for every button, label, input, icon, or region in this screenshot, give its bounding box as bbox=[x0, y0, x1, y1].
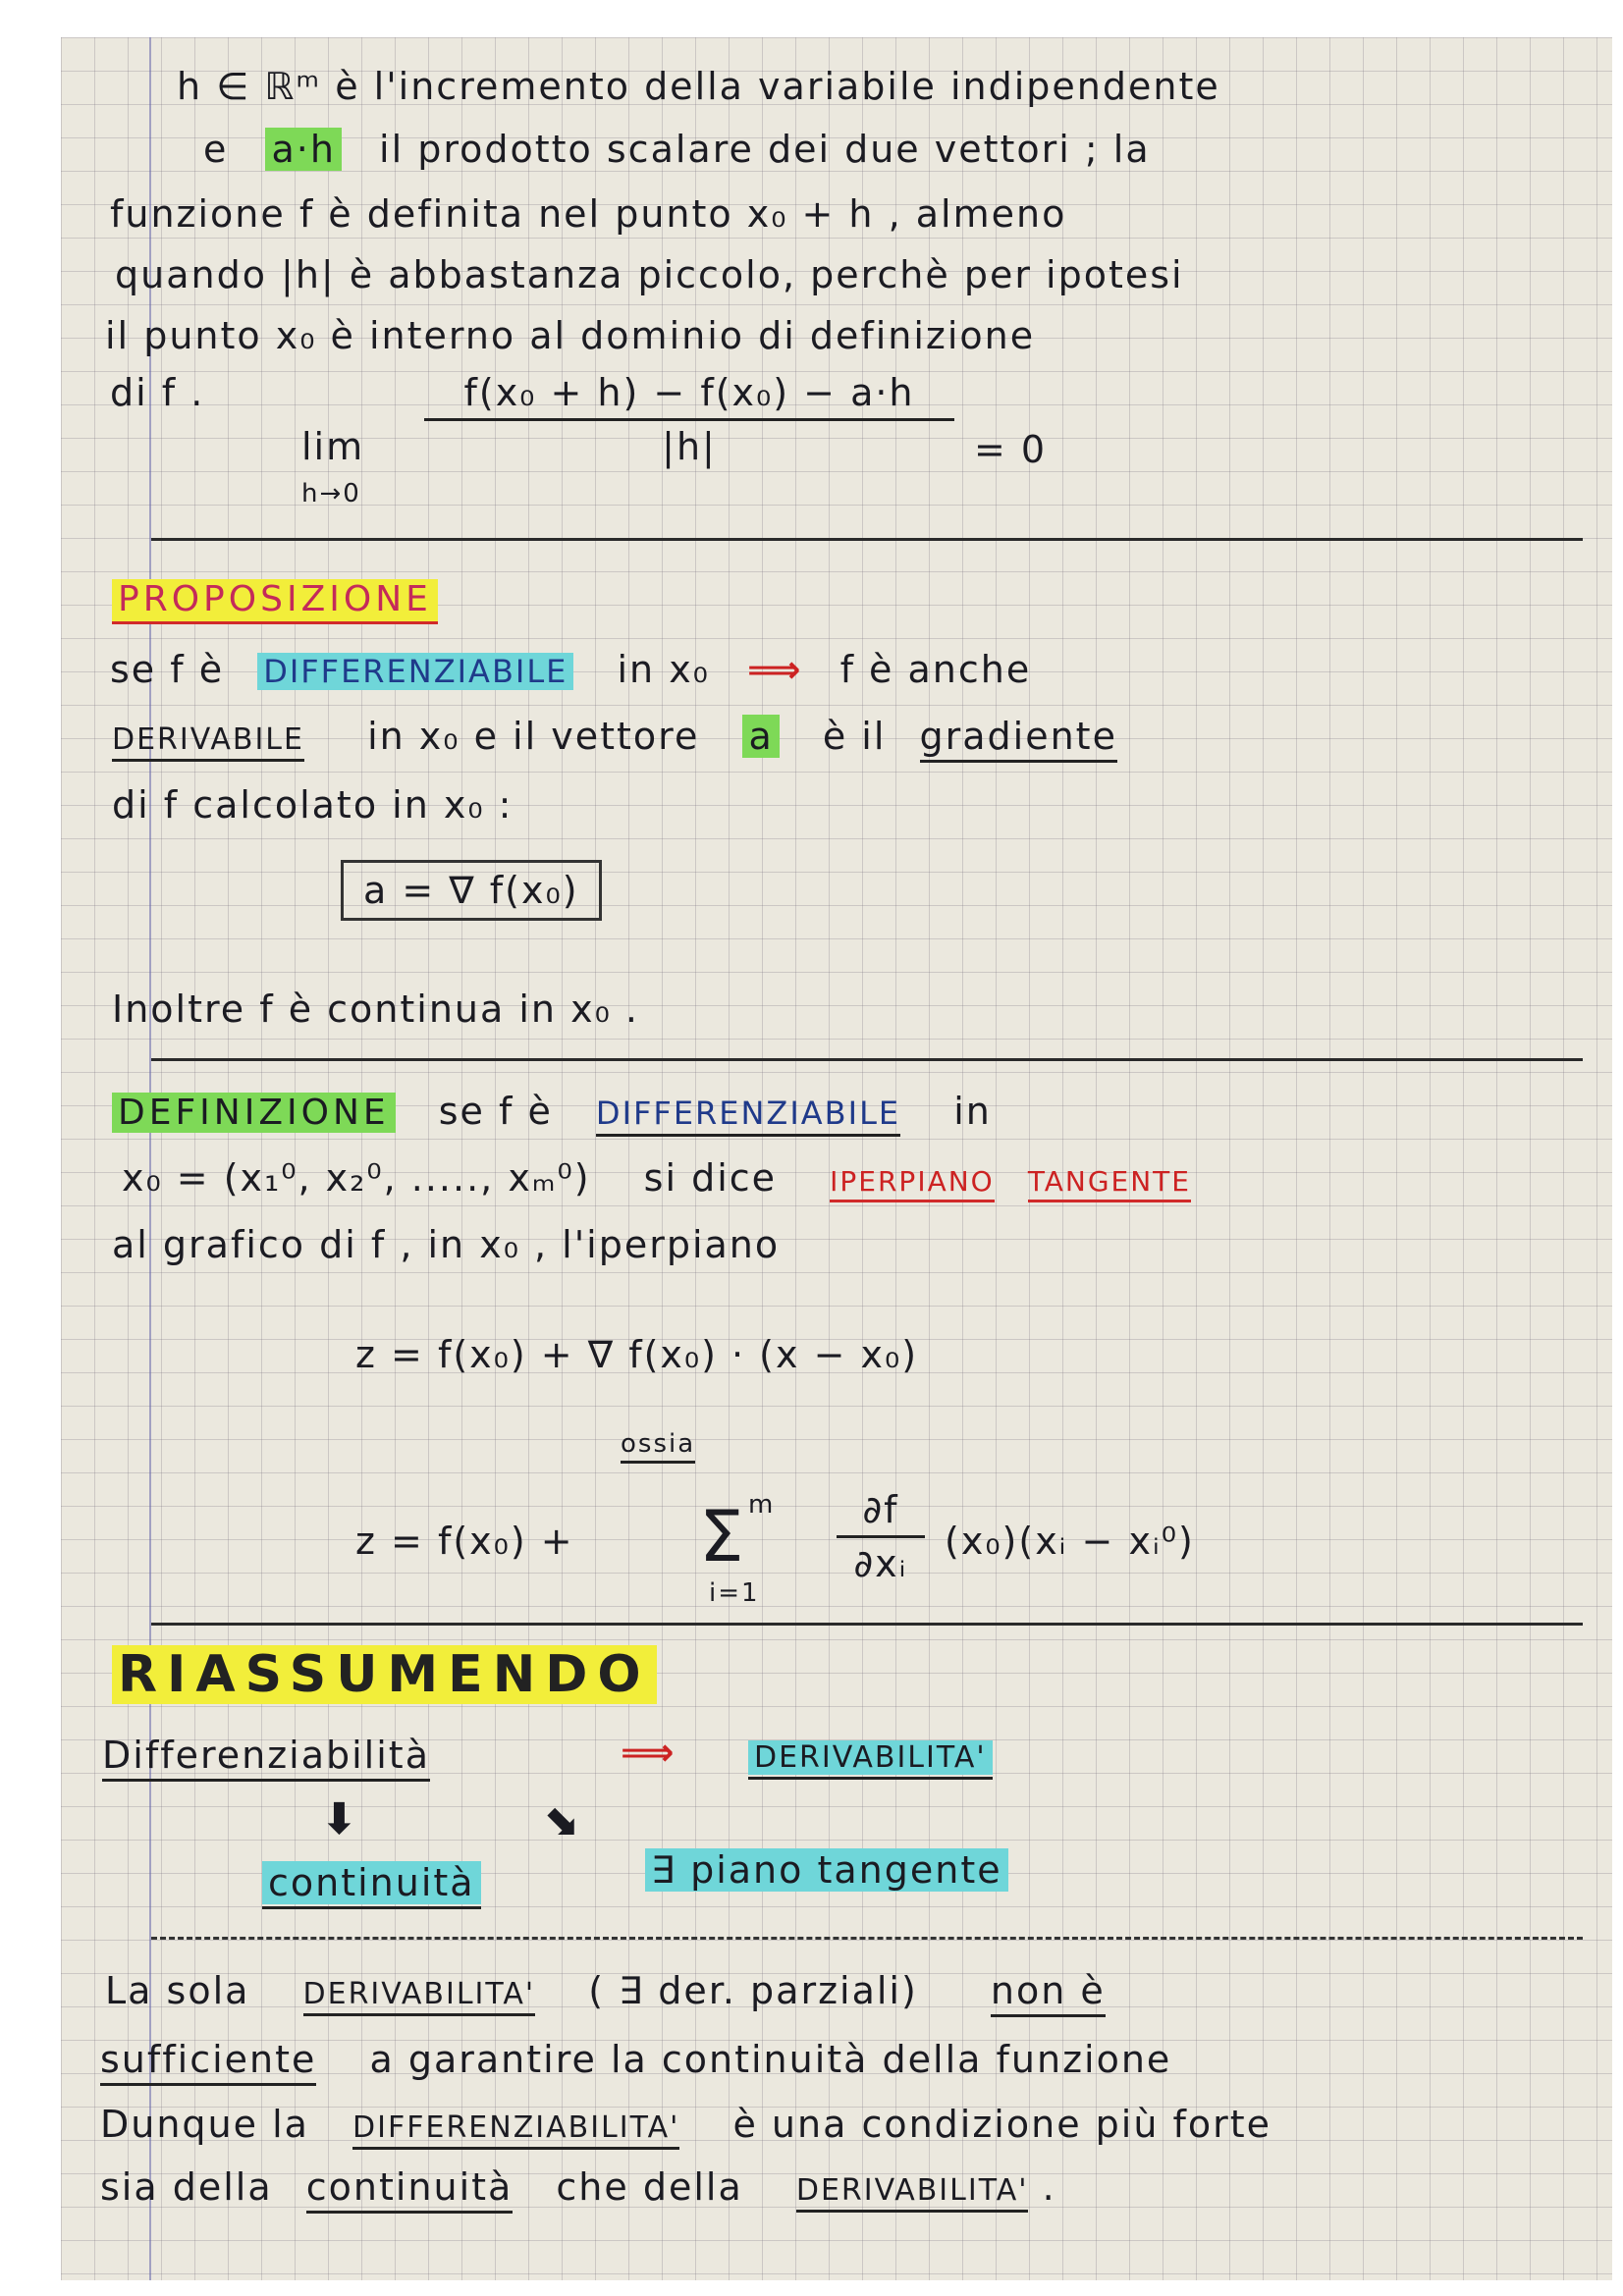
concl-l1-start: La sola bbox=[105, 1969, 250, 2012]
def-iperpiano: IPERPIANO bbox=[830, 1165, 995, 1202]
section-divider bbox=[151, 538, 1583, 541]
conclusione-line-2 bbox=[100, 2038, 1171, 2081]
dashed-divider bbox=[151, 1937, 1583, 1940]
concl-differenziabilita: DIFFERENZIABILITA' bbox=[352, 2110, 679, 2150]
summary-differenziabilita: Differenziabilità bbox=[102, 1734, 430, 1782]
def-tangente: TANGENTE bbox=[1028, 1165, 1191, 1202]
def-differenziabile: DIFFERENZIABILE bbox=[596, 1095, 900, 1137]
prop-gradiente: gradiente bbox=[920, 715, 1117, 763]
limit-fraction bbox=[424, 371, 954, 468]
concl-l4-end: . bbox=[1042, 2165, 1056, 2209]
concl-l3-rest: è una condizione più forte bbox=[732, 2103, 1272, 2146]
prop-vector-a: a bbox=[742, 715, 779, 758]
vector-a-dot-h: a·h bbox=[265, 128, 341, 171]
fraction-bar bbox=[837, 1535, 925, 1538]
intro-line-6: di f . bbox=[110, 371, 205, 414]
conclusione-line-4 bbox=[100, 2165, 1056, 2209]
concl-derivabilita-2: DERIVABILITA' bbox=[796, 2173, 1029, 2213]
proposizione-heading-text: PROPOSIZIONE bbox=[112, 579, 438, 624]
conclusione-line-1 bbox=[105, 1969, 1106, 2012]
summary-piano-tangente-text: ∃ piano tangente bbox=[645, 1848, 1008, 1892]
intro-line-1: h ∈ ℝᵐ è l'incremento della variabile indipendente bbox=[177, 65, 1220, 108]
partial-denominator: ∂xᵢ bbox=[853, 1542, 908, 1585]
sum-equation-start: z = f(x₀) + bbox=[355, 1520, 574, 1563]
sum-lower-limit: i=1 bbox=[709, 1578, 760, 1608]
intro-line-4: quando |h| è abbastanza piccolo, perchè per ipotesi bbox=[115, 253, 1184, 296]
concl-l4-mid: che della bbox=[556, 2165, 743, 2209]
definizione-heading: DEFINIZIONE bbox=[112, 1093, 396, 1133]
intro-line-3: funzione f è definita nel punto x₀ + h , almeno bbox=[110, 192, 1067, 236]
summary-continuita bbox=[262, 1861, 481, 1909]
prop-l1-end: f è anche bbox=[839, 648, 1032, 691]
concl-derivabilita: DERIVABILITA' bbox=[303, 1977, 536, 2016]
definizione-line-3: al grafico di f , in x₀ , l'iperpiano bbox=[112, 1223, 781, 1266]
concl-l4-start: sia della bbox=[100, 2165, 273, 2209]
proposizione-line-3: di f calcolato in x₀ : bbox=[112, 783, 514, 827]
sum-upper-limit: m bbox=[748, 1490, 776, 1520]
proposizione-line-4: Inoltre f è continua in x₀ . bbox=[112, 988, 639, 1031]
intro-line-5: il punto x₀ è interno al dominio di definizione bbox=[105, 314, 1036, 357]
proposizione-line-1 bbox=[110, 648, 1031, 691]
fraction-bar bbox=[424, 418, 954, 421]
concl-l3-start: Dunque la bbox=[100, 2103, 309, 2146]
prop-l2-end: è il bbox=[822, 715, 887, 758]
intro-line-2 bbox=[203, 128, 1151, 171]
intro-line-2-start: e bbox=[203, 128, 229, 171]
prop-l1-mid: in x₀ bbox=[617, 648, 710, 691]
prop-derivabile: DERIVABILE bbox=[112, 722, 304, 762]
implies-diagonal-arrow-icon: ⬊ bbox=[542, 1794, 580, 1844]
concl-l2-rest: a garantire la continuità della funzione bbox=[369, 2038, 1172, 2081]
gradient-formula-box: a = ∇ f(x₀) bbox=[341, 860, 602, 921]
summary-derivabilita-text: DERIVABILITA' bbox=[748, 1740, 993, 1775]
concl-der-parziali: ( ∃ der. parziali) bbox=[588, 1969, 918, 2012]
implies-arrow-icon: ⟹ bbox=[747, 648, 803, 691]
intro-line-2-end: il prodotto scalare dei due vettori ; la bbox=[379, 128, 1151, 171]
def-point-x0: x₀ = (x₁⁰, x₂⁰, ....., xₘ⁰) bbox=[122, 1156, 591, 1200]
prop-differenziabile: DIFFERENZIABILE bbox=[257, 653, 573, 690]
limit-rhs: = 0 bbox=[974, 428, 1048, 471]
section-divider bbox=[151, 1058, 1583, 1061]
definizione-line-1 bbox=[112, 1090, 992, 1133]
limit-numerator: f(x₀ + h) − f(x₀) − a·h bbox=[463, 371, 915, 414]
concl-non-e: non è bbox=[991, 1969, 1106, 2017]
limit-denominator: |h| bbox=[662, 425, 717, 468]
definizione-line-2 bbox=[122, 1156, 1191, 1200]
summary-derivabilita bbox=[748, 1740, 993, 1780]
ossia-label: ossia bbox=[621, 1429, 695, 1464]
riassumendo-heading-text: RIASSUMENDO bbox=[112, 1645, 657, 1704]
def-l1-start: se f è bbox=[438, 1090, 553, 1133]
sum-equation-end: (x₀)(xᵢ − xᵢ⁰) bbox=[945, 1520, 1195, 1563]
riassumendo-heading bbox=[112, 1645, 657, 1704]
limit-subscript: h→0 bbox=[301, 479, 361, 508]
implies-down-arrow-icon: ⬇ bbox=[321, 1794, 359, 1844]
prop-l2-mid: in x₀ e il vettore bbox=[367, 715, 700, 758]
partial-derivative-fraction bbox=[837, 1488, 925, 1585]
sum-symbol: Σ bbox=[699, 1495, 746, 1577]
limit-lim: lim bbox=[301, 425, 365, 468]
notebook-page bbox=[61, 37, 1612, 2280]
implies-right-arrow-icon: ⟹ bbox=[621, 1731, 676, 1774]
conclusione-line-3 bbox=[100, 2103, 1271, 2146]
section-divider bbox=[151, 1623, 1583, 1626]
summary-continuita-text: continuità bbox=[262, 1861, 481, 1904]
def-l1-end: in bbox=[953, 1090, 992, 1133]
concl-sufficiente: sufficiente bbox=[100, 2038, 316, 2086]
prop-l1-start: se f è bbox=[110, 648, 225, 691]
tangent-plane-equation: z = f(x₀) + ∇ f(x₀) · (x − x₀) bbox=[355, 1333, 919, 1376]
def-l2-mid: si dice bbox=[643, 1156, 778, 1200]
summary-piano-tangente bbox=[645, 1848, 1008, 1892]
partial-numerator: ∂f bbox=[862, 1488, 899, 1531]
concl-continuita: continuità bbox=[306, 2165, 514, 2214]
proposizione-line-2 bbox=[112, 715, 1117, 758]
proposizione-heading bbox=[112, 579, 438, 619]
